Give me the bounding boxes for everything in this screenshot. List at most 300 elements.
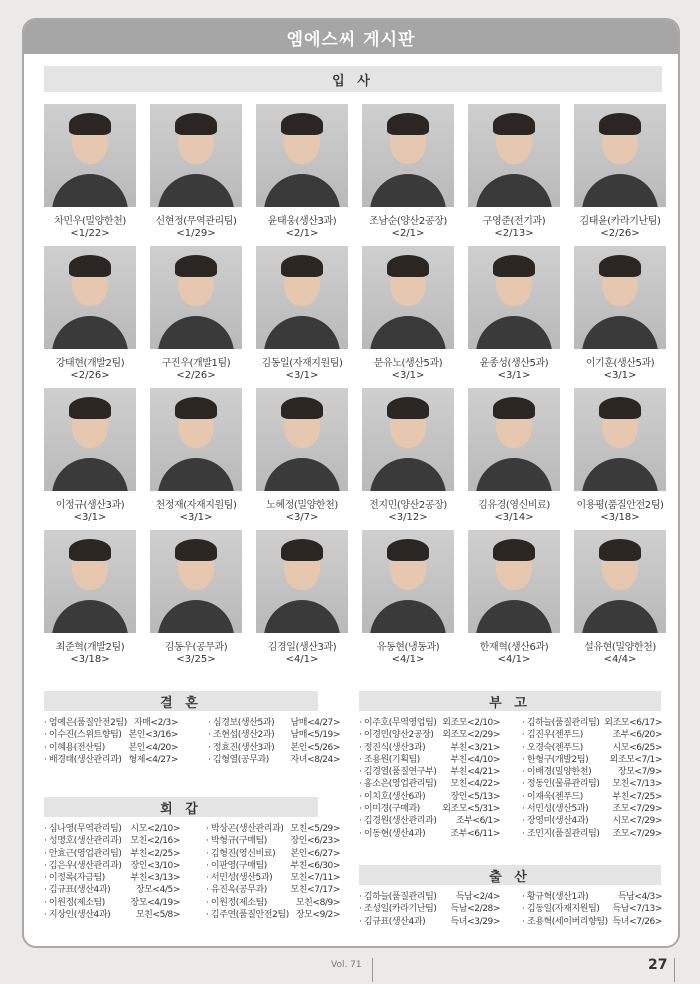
list-item <box>206 897 340 909</box>
event-detail: 조부<6/20> <box>612 730 662 741</box>
footer-divider-right <box>674 958 675 982</box>
hire-name: 윤종성(생산5과) <box>479 358 549 369</box>
hire-name: 전지민(양산2공장) <box>369 500 447 511</box>
list-item <box>522 891 662 903</box>
person-label: · 엄예은(품질안전2팀) <box>44 718 127 728</box>
event-detail: 시모<2/10> <box>130 824 180 834</box>
new-hires-grid <box>44 104 662 665</box>
list-item <box>206 835 340 847</box>
hire-name: 문유노(생산5과) <box>373 358 443 369</box>
portrait-hair <box>387 113 429 135</box>
hire-date: <3/18> <box>600 512 640 523</box>
event-detail: 부친<3/13> <box>130 873 180 884</box>
event-detail: 외조모<6/17> <box>604 718 662 728</box>
event-detail: 득남<2/4> <box>455 892 500 902</box>
person-label: · 성명호(생산관리과) <box>44 836 122 847</box>
hire-date: <3/1> <box>603 370 637 381</box>
list-item <box>359 828 500 840</box>
list-item <box>206 884 340 896</box>
list-item <box>359 766 500 778</box>
hire-card <box>468 530 560 665</box>
list-item <box>206 848 340 860</box>
hire-date: <2/26> <box>70 370 110 381</box>
event-detail: 장인<6/23> <box>290 836 340 847</box>
person-label: · 안효근(영업관리팀) <box>44 848 122 859</box>
event-detail: 조부<6/11> <box>450 828 500 839</box>
portrait-photo <box>256 388 348 491</box>
portrait-body <box>476 600 552 633</box>
portrait-photo <box>362 530 454 633</box>
birthday-list-left <box>44 823 180 921</box>
hire-name: 신현정(무역관리팀) <box>155 216 237 227</box>
hire-name: 김동일(자재지원팀) <box>261 358 343 369</box>
hire-date: <3/1> <box>391 370 425 381</box>
list-item <box>44 897 180 909</box>
birth-list-left <box>359 891 500 928</box>
hire-date: <2/26> <box>176 370 216 381</box>
portrait-photo <box>150 530 242 633</box>
person-label: · 이치호(생산6과) <box>359 791 426 802</box>
hire-name: 김경일(생산3과) <box>267 642 337 653</box>
event-detail: 모친<8/9> <box>295 897 340 908</box>
obituary-list-right <box>522 717 662 840</box>
hire-card <box>150 388 242 523</box>
hire-card <box>150 246 242 381</box>
obituary-list-left <box>359 717 500 840</box>
list-item <box>44 909 180 921</box>
hire-card <box>362 530 454 665</box>
hire-date: <3/25> <box>176 654 216 665</box>
hire-name: 조남순(양산2공장) <box>369 216 447 227</box>
portrait-hair <box>493 113 535 135</box>
hire-date: <1/29> <box>176 228 216 239</box>
person-label: · 심나영(무역관리팀) <box>44 824 122 834</box>
event-detail: 남매<4/27> <box>290 718 340 728</box>
portrait-body <box>52 600 128 633</box>
event-detail: 본인<6/27> <box>290 848 340 859</box>
event-detail: 시모<7/29> <box>612 816 662 827</box>
portrait-body <box>264 316 340 349</box>
list-item <box>522 742 662 754</box>
hire-date: <4/1> <box>285 654 319 665</box>
event-detail: 장인<3/10> <box>130 860 180 871</box>
portrait-hair <box>281 397 323 419</box>
portrait-body <box>264 600 340 633</box>
person-label: · 이배경(밀양한천) <box>522 767 592 778</box>
portrait-hair <box>281 539 323 561</box>
wedding-list-right <box>208 717 340 766</box>
person-label: · 김규표(생산4과) <box>44 885 111 896</box>
event-detail: 남매<5/19> <box>290 730 340 741</box>
event-detail: 자녀<8/24> <box>290 754 340 765</box>
portrait-body <box>370 600 446 633</box>
portrait-hair <box>175 397 217 419</box>
portrait-body <box>52 316 128 349</box>
portrait-hair <box>175 255 217 277</box>
event-detail: 외조모<5/31> <box>442 804 500 815</box>
list-item <box>208 729 340 741</box>
hire-card <box>256 104 348 239</box>
portrait-body <box>476 174 552 207</box>
person-label: · 김하늘(품질관리팀) <box>359 892 437 902</box>
portrait-photo <box>44 104 136 207</box>
list-item <box>522 754 662 766</box>
portrait-body <box>158 600 234 633</box>
person-label: · 박상곤(생산관리과) <box>206 824 284 834</box>
portrait-body <box>582 174 658 207</box>
hire-date: <4/1> <box>391 654 425 665</box>
person-label: · 이원정(제소팀) <box>44 897 105 908</box>
hire-name: 김태윤(카라기난팀) <box>579 216 661 227</box>
portrait-hair <box>493 255 535 277</box>
list-item <box>44 729 178 741</box>
list-item <box>359 891 500 903</box>
volume-label: Vol. 71 <box>331 960 362 970</box>
portrait-hair <box>387 539 429 561</box>
person-label: · 김진우(젠푸드) <box>522 730 583 741</box>
hire-card <box>44 246 136 381</box>
hire-name: 최준혁(개발2팀) <box>55 642 125 653</box>
hire-name: 구진우(개발1팀) <box>161 358 231 369</box>
page-number: 27 <box>648 957 668 973</box>
list-item <box>206 909 340 921</box>
list-item <box>206 823 340 835</box>
portrait-hair <box>69 397 111 419</box>
portrait-hair <box>387 255 429 277</box>
portrait-photo <box>256 246 348 349</box>
person-label: · 조용원(기획팀) <box>359 754 420 765</box>
event-detail: 모친<7/11> <box>290 873 340 884</box>
event-detail: 모친<7/17> <box>290 885 340 896</box>
event-detail: 득남<4/3> <box>617 892 662 902</box>
list-item <box>44 860 180 872</box>
person-label: · 서민성(생산5과) <box>206 873 273 884</box>
person-label: · 이정록(자금팀) <box>44 873 105 884</box>
event-detail: 장모<9/2> <box>295 910 340 921</box>
list-item <box>44 872 180 884</box>
person-label: · 정진식(생산3과) <box>359 742 426 753</box>
hire-date: <2/1> <box>391 228 425 239</box>
list-item <box>522 916 662 928</box>
hire-card <box>574 246 666 381</box>
person-label: · 김규표(생산4과) <box>359 916 426 927</box>
hire-name: 윤태웅(생산3과) <box>267 216 337 227</box>
portrait-photo <box>44 388 136 491</box>
hire-date: <2/13> <box>494 228 534 239</box>
portrait-hair <box>599 397 641 419</box>
event-detail: 득남<2/28> <box>450 904 500 915</box>
person-label: · 조성일(카라기난팀) <box>359 904 437 915</box>
hire-name: 한재혁(생산6과) <box>479 642 549 653</box>
list-item <box>44 717 178 729</box>
list-item <box>359 778 500 790</box>
person-label: · 이재욱(젠푸드) <box>522 791 583 802</box>
event-detail: 모친<5/29> <box>290 824 340 834</box>
portrait-hair <box>599 113 641 135</box>
event-detail: 부친<3/21> <box>450 742 500 753</box>
hire-name: 강태현(개발2팀) <box>55 358 125 369</box>
hire-card <box>574 530 666 665</box>
list-item <box>208 754 340 766</box>
bulletin-board <box>22 18 680 948</box>
hire-card <box>44 388 136 523</box>
page-title: 엠에스씨 게시판 <box>24 20 678 54</box>
person-label: · 이판영(구매팀) <box>206 860 267 871</box>
hire-card <box>44 104 136 239</box>
hire-date: <3/18> <box>70 654 110 665</box>
list-item <box>359 717 500 729</box>
list-item <box>44 754 178 766</box>
person-label: · 심경보(생산5과) <box>208 718 275 728</box>
hire-date: <1/22> <box>70 228 110 239</box>
person-label: · 이수진(스위트향팀) <box>44 730 122 741</box>
portrait-body <box>582 316 658 349</box>
hire-date: <3/1> <box>497 370 531 381</box>
hire-date: <4/1> <box>497 654 531 665</box>
portrait-hair <box>69 113 111 135</box>
hire-name: 이기훈(생산5과) <box>585 358 655 369</box>
hire-card <box>468 246 560 381</box>
portrait-photo <box>574 104 666 207</box>
event-detail: 부친<4/21> <box>450 767 500 778</box>
list-item <box>44 835 180 847</box>
portrait-hair <box>281 113 323 135</box>
hire-card <box>150 104 242 239</box>
portrait-body <box>370 174 446 207</box>
hire-card <box>256 388 348 523</box>
person-label: · 김주연(품질안전2팀) <box>206 910 289 921</box>
portrait-body <box>264 458 340 491</box>
event-detail: 모친<2/16> <box>130 836 180 847</box>
section-header-join: 입 사 <box>44 66 662 92</box>
event-detail: 시모<6/25> <box>612 742 662 753</box>
hire-name: 이용평(품질안전2팀) <box>576 500 664 511</box>
person-label: · 박형규(구매팀) <box>206 836 267 847</box>
portrait-body <box>476 316 552 349</box>
section-header-wedding: 결 혼 <box>44 691 318 711</box>
event-detail: 외조모<2/29> <box>442 730 500 741</box>
hire-card <box>468 104 560 239</box>
list-item <box>359 742 500 754</box>
person-label: · 한형구(개발2팀) <box>522 754 589 765</box>
person-label: · 이주호(무역영업팀) <box>359 718 437 728</box>
hire-card <box>362 246 454 381</box>
list-item <box>208 742 340 754</box>
event-detail: 조부<6/1> <box>455 816 500 827</box>
event-detail: 본인<4/20> <box>128 742 178 753</box>
person-label: · 정효진(생산3과) <box>208 742 275 753</box>
list-item <box>522 791 662 803</box>
list-item <box>44 823 180 835</box>
hire-card <box>256 246 348 381</box>
person-label: · 조용혁(세이버리향팀) <box>522 916 608 927</box>
person-label: · 홍소은(영업관리팀) <box>359 779 437 790</box>
hire-card <box>44 530 136 665</box>
list-item <box>359 754 500 766</box>
person-label: · 김동일(자재지원팀) <box>522 904 600 915</box>
person-label: · 김형열(공무과) <box>208 754 269 765</box>
hire-date: <3/1> <box>73 512 107 523</box>
hire-name: 구영준(전기과) <box>482 216 546 227</box>
portrait-body <box>158 316 234 349</box>
hire-date: <2/26> <box>600 228 640 239</box>
event-detail: 자매<2/3> <box>133 718 178 728</box>
person-label: · 김하늘(품질관리팀) <box>522 718 600 728</box>
hire-name: 차민우(밀양한천) <box>54 216 126 227</box>
list-item <box>522 803 662 815</box>
portrait-photo <box>468 530 560 633</box>
hire-name: 김유경(영신비료) <box>478 500 550 511</box>
portrait-body <box>582 600 658 633</box>
list-item <box>522 778 662 790</box>
event-detail: 본인<3/16> <box>128 730 178 741</box>
list-item <box>359 903 500 915</box>
event-detail: 부친<4/10> <box>450 754 500 765</box>
portrait-hair <box>387 397 429 419</box>
footer-divider <box>372 958 373 982</box>
hire-date: <3/12> <box>388 512 428 523</box>
hire-date: <3/1> <box>179 512 213 523</box>
portrait-body <box>582 458 658 491</box>
person-label: · 장영미(생산4과) <box>522 816 589 827</box>
portrait-photo <box>362 388 454 491</box>
portrait-hair <box>493 539 535 561</box>
person-label: · 지상인(생산4과) <box>44 910 111 921</box>
list-item <box>359 803 500 815</box>
person-label: · 김경원(생산관리과) <box>359 816 437 827</box>
hire-card <box>362 388 454 523</box>
portrait-hair <box>281 255 323 277</box>
event-detail: 모친<7/13> <box>612 779 662 790</box>
portrait-body <box>52 458 128 491</box>
event-detail: 장모<4/5> <box>135 885 180 896</box>
portrait-photo <box>574 388 666 491</box>
person-label: · 김은우(생산관리과) <box>44 860 122 871</box>
list-item <box>522 766 662 778</box>
event-detail: 장모<7/9> <box>617 767 662 778</box>
person-label: · 이혜용(전산팀) <box>44 742 105 753</box>
list-item <box>44 884 180 896</box>
hire-card <box>256 530 348 665</box>
person-label: · 황규혁(생산1과) <box>522 892 589 902</box>
person-label: · 배경태(생산관리과) <box>44 754 122 765</box>
list-item <box>522 729 662 741</box>
event-detail: 외조모<2/10> <box>442 718 500 728</box>
list-item <box>206 872 340 884</box>
portrait-photo <box>44 246 136 349</box>
list-item <box>359 791 500 803</box>
person-label: · 김경열(품질연구부) <box>359 767 437 778</box>
hire-name: 노혜정(밀양한천) <box>266 500 338 511</box>
birthday-list-right <box>206 823 340 921</box>
event-detail: 본인<5/26> <box>290 742 340 753</box>
list-item <box>359 916 500 928</box>
portrait-photo <box>256 104 348 207</box>
portrait-photo <box>150 246 242 349</box>
hire-date: <4/4> <box>603 654 637 665</box>
event-detail: 득남<7/13> <box>612 904 662 915</box>
event-detail: 모친<4/22> <box>450 779 500 790</box>
birth-list-right <box>522 891 662 928</box>
section-header-obituary: 부 고 <box>359 691 661 711</box>
portrait-hair <box>175 539 217 561</box>
event-detail: 부친<6/30> <box>290 860 340 871</box>
hire-card <box>150 530 242 665</box>
hire-name: 유동현(냉동과) <box>376 642 440 653</box>
portrait-photo <box>574 530 666 633</box>
list-item <box>206 860 340 872</box>
portrait-photo <box>574 246 666 349</box>
person-label: · 서민성(생산5과) <box>522 804 589 815</box>
list-item <box>359 729 500 741</box>
event-detail: 부친<2/25> <box>130 848 180 859</box>
event-detail: 득녀<3/29> <box>450 916 500 927</box>
event-detail: 모친<5/8> <box>135 910 180 921</box>
hire-date: <2/1> <box>285 228 319 239</box>
person-label: · 이원정(제소팀) <box>206 897 267 908</box>
person-label: · 이경민(양산2공장) <box>359 730 434 741</box>
event-detail: 조모<7/29> <box>612 804 662 815</box>
hire-date: <3/14> <box>494 512 534 523</box>
portrait-photo <box>256 530 348 633</box>
portrait-hair <box>175 113 217 135</box>
wedding-list-left <box>44 717 178 766</box>
list-item <box>44 848 180 860</box>
hire-card <box>574 104 666 239</box>
event-detail: 형제<4/27> <box>128 754 178 765</box>
list-item <box>44 742 178 754</box>
list-item <box>522 815 662 827</box>
person-label: · 김형진(영신비료) <box>206 848 276 859</box>
list-item <box>359 815 500 827</box>
portrait-hair <box>69 255 111 277</box>
person-label: · 이미경(구매과) <box>359 804 420 815</box>
hire-date: <3/1> <box>285 370 319 381</box>
list-item <box>522 828 662 840</box>
event-detail: 부친<7/25> <box>612 791 662 802</box>
portrait-body <box>158 174 234 207</box>
portrait-hair <box>599 255 641 277</box>
portrait-hair <box>69 539 111 561</box>
portrait-hair <box>599 539 641 561</box>
person-label: · 정동인(물류관리팀) <box>522 779 600 790</box>
hire-card <box>468 388 560 523</box>
person-label: · 조민지(품질관리팀) <box>522 828 600 839</box>
hire-name: 천정재(자재지원팀) <box>155 500 237 511</box>
portrait-photo <box>362 104 454 207</box>
hire-name: 설유현(밀양한천) <box>584 642 656 653</box>
portrait-body <box>264 174 340 207</box>
portrait-body <box>370 316 446 349</box>
person-label: · 오경숙(젠푸드) <box>522 742 583 753</box>
portrait-photo <box>362 246 454 349</box>
portrait-body <box>370 458 446 491</box>
person-label: · 유진옥(공무과) <box>206 885 267 896</box>
portrait-body <box>158 458 234 491</box>
event-detail: 조모<7/29> <box>612 828 662 839</box>
person-label: · 조현섭(생산2과) <box>208 730 275 741</box>
portrait-body <box>476 458 552 491</box>
list-item <box>522 717 662 729</box>
section-header-birth: 출 산 <box>359 865 661 885</box>
hire-name: 이정규(생산3과) <box>55 500 125 511</box>
portrait-photo <box>468 246 560 349</box>
portrait-hair <box>493 397 535 419</box>
portrait-photo <box>468 104 560 207</box>
event-detail: 외조모<7/1> <box>609 754 662 765</box>
event-detail: 득녀<7/26> <box>612 916 662 927</box>
portrait-photo <box>44 530 136 633</box>
